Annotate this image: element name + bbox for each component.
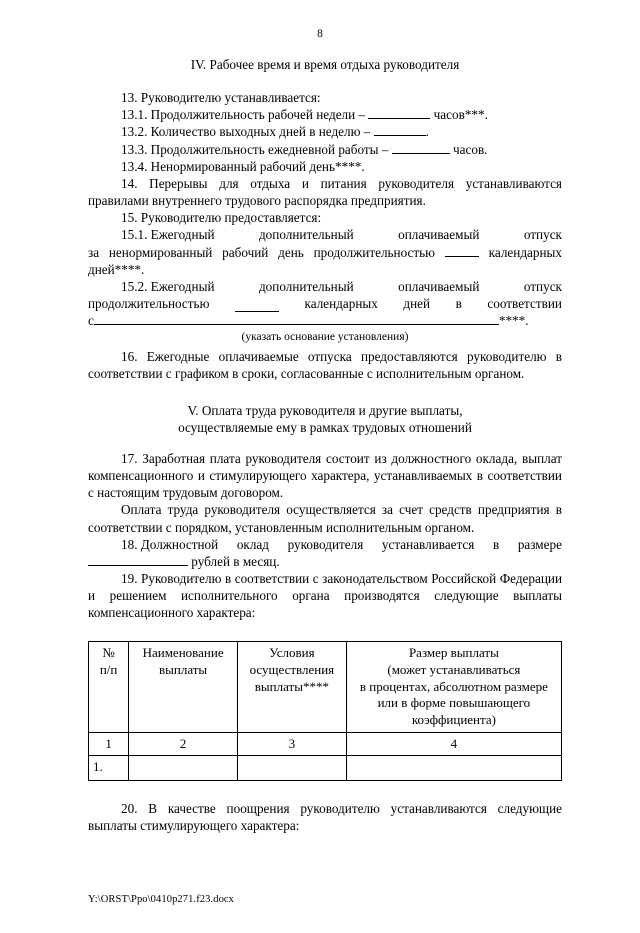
table-header-number (89, 642, 129, 732)
compensation-payments-table (88, 641, 562, 781)
section-iv-heading-text: IV. Рабочее время и время отдыха руководителя (190, 57, 460, 72)
paragraph-13-1-text-b: часов***. (430, 107, 488, 123)
blank-work-week-hours (368, 118, 430, 119)
paragraph-16: 16. Ежегодные оплачиваемые отпуска предоставляются руководителю в соответствии с графиком в сроки, согласованные с исполнительным органом. (88, 349, 562, 382)
table-header-amount-line-4: или в форме повышающего (377, 695, 531, 711)
table-cell-conditions[interactable] (237, 756, 346, 781)
paragraph-15-2-word-8: в (455, 296, 462, 312)
document-page (0, 28, 640, 933)
paragraph-19: 19. Руководителю в соответствии с законодательством Российской Федерации и решением исполнительного органа производятся следующие выплаты компенсационного характера: (88, 571, 562, 621)
paragraph-18-word-3: руководителя (287, 536, 364, 552)
table-row (89, 732, 562, 756)
section-iv-heading (88, 56, 562, 73)
paragraph-15-2-word-11: ****. (498, 313, 529, 329)
table-header-row (89, 642, 562, 732)
paragraph-20: 20. В качестве поощрения руководителю устанавливаются следующие выплаты стимулирующего характера: (88, 801, 562, 834)
paragraph-13-2-text-a: 13.2. Количество выходных дней в неделю – (121, 124, 374, 140)
paragraph-15-1-word-2: дополнительный (258, 227, 354, 243)
table-cell-col-index-3: 3 (237, 732, 346, 756)
paragraph-13: 13. Руководителю устанавливается: (121, 90, 321, 106)
table-cell-col-index-2: 2 (129, 732, 238, 756)
paragraph-15-2-line-2 (88, 295, 562, 312)
paragraph-13-3 (88, 141, 562, 158)
section-v-heading (88, 402, 562, 436)
paragraph-13-1 (88, 106, 562, 123)
footer-file-path: Y:\ORST\Ppo\0410p271.f23.docx (88, 894, 235, 905)
paragraph-15-1-text-a: за ненормированный рабочий день продолжительностью (88, 244, 445, 260)
table-header-conditions-line-2: осуществления (249, 662, 335, 678)
table-header-amount (346, 642, 561, 732)
paragraph-15-2-word-5: продолжительностью (88, 296, 210, 312)
table-header-number-line-1: № (102, 645, 115, 661)
blank-daily-hours (392, 153, 450, 154)
paragraph-15-2-word-3: оплачиваемый (398, 278, 480, 294)
paragraph-15-2-word-4: отпуск (523, 278, 562, 294)
table-cell-payment-name[interactable] (129, 756, 238, 781)
blank-extra-vacation-days (445, 256, 479, 257)
paragraph-15-1-word-1: 15.1. Ежегодный (121, 227, 215, 243)
paragraph-15-2-word-7: дней (403, 296, 431, 312)
paragraph-18-word-5: в (492, 536, 500, 552)
paragraph-13-2-text-b: . (425, 124, 429, 140)
blank-days-off (374, 135, 426, 136)
paragraph-18-word-6: размере (517, 536, 562, 552)
document-body (88, 56, 562, 835)
paragraph-18-word-1: 18. Должностной (121, 536, 219, 552)
table-header-conditions-line-3: выплаты**** (254, 678, 329, 694)
paragraph-17: 17. Заработная плата руководителя состоит из должностного оклада, выплат компенсационного и стимулирующего характера, устанавливаемых в соответствии с настоящим трудовым договором. (88, 450, 562, 501)
paragraph-18-text: рублей в месяц. (188, 553, 280, 569)
table-header-payment-name (129, 642, 238, 732)
table-cell-amount[interactable] (346, 756, 561, 781)
blank-vacation-length (235, 295, 279, 312)
paragraph-15-2-word-1: 15.2. Ежегодный (121, 278, 215, 294)
table-header-payment-name-line-1: Наименование (142, 645, 224, 661)
blank-vacation-basis (94, 324, 499, 325)
table-header-amount-line-5: коэффициента) (411, 711, 496, 727)
paragraph-13-3-text-b: часов. (449, 141, 488, 157)
table-row (89, 756, 562, 781)
paragraph-15-1-word-4: отпуск (523, 227, 562, 243)
paragraph-13-2 (88, 123, 562, 140)
paragraph-13-3-text-a: 13.3. Продолжительность ежедневной работы – (121, 141, 392, 157)
table-header-number-line-2: п/п (99, 662, 118, 678)
paragraph-15-2-word-10: с (88, 313, 94, 329)
paragraph-15-1-line-2 (88, 244, 562, 278)
paragraph-15: 15. Руководителю предоставляется: (121, 210, 322, 226)
table-cell-row-number[interactable]: 1. (89, 756, 129, 781)
paragraph-15-1-line-1 (88, 226, 562, 243)
paragraph-15-2-line-3 (88, 312, 562, 329)
table-cell-col-index-1: 1 (89, 732, 129, 756)
paragraph-17b: Оплата труда руководителя осуществляется за счет средств предприятия в соответствии с порядком, установленным исполнительным органом. (88, 502, 562, 535)
paragraph-15-2-word-9: соответствии (487, 296, 562, 312)
table-header-amount-line-1: Размер выплаты (408, 645, 499, 661)
basis-hint-note: (указать основание установления) (241, 331, 409, 344)
paragraph-18-line-1 (88, 536, 562, 553)
table-header-payment-name-line-2: выплаты (159, 662, 208, 678)
table-header-conditions-line-1: Условия (269, 645, 315, 661)
paragraph-15-1-word-3: оплачиваемый (398, 227, 480, 243)
paragraph-15-2-word-2: дополнительный (258, 278, 354, 294)
paragraph-13-4: 13.4. Ненормированный рабочий день****. (121, 158, 365, 174)
paragraph-18-word-2: оклад (236, 536, 269, 552)
paragraph-15-2-word-6: календарных (304, 296, 378, 312)
section-v-heading-line-2: осуществляемые ему в рамках трудовых отношений (178, 419, 472, 435)
paragraph-18-word-4: устанавливается (381, 536, 475, 552)
table-header-amount-line-2: (может устанавливаться (387, 662, 521, 678)
paragraph-18-line-2 (88, 553, 562, 570)
blank-salary-amount (88, 565, 188, 566)
paragraph-15-2-line-1 (88, 278, 562, 295)
section-v-heading-line-1: V. Оплата труда руководителя и другие выплаты, (187, 402, 463, 418)
table-header-conditions (237, 642, 346, 732)
table-cell-col-index-4: 4 (346, 732, 561, 756)
paragraph-15-1-text-b: календарных дней****. (88, 244, 562, 277)
table-header-amount-line-3: в процентах, абсолютном размере (359, 678, 548, 694)
paragraph-14: 14. Перерывы для отдыха и питания руководителя устанавливаются правилами внутреннего трудового распорядка предприятия. (88, 175, 562, 209)
paragraph-13-1-text-a: 13.1. Продолжительность рабочей недели – (121, 107, 369, 123)
page-number: 8 (317, 28, 323, 40)
